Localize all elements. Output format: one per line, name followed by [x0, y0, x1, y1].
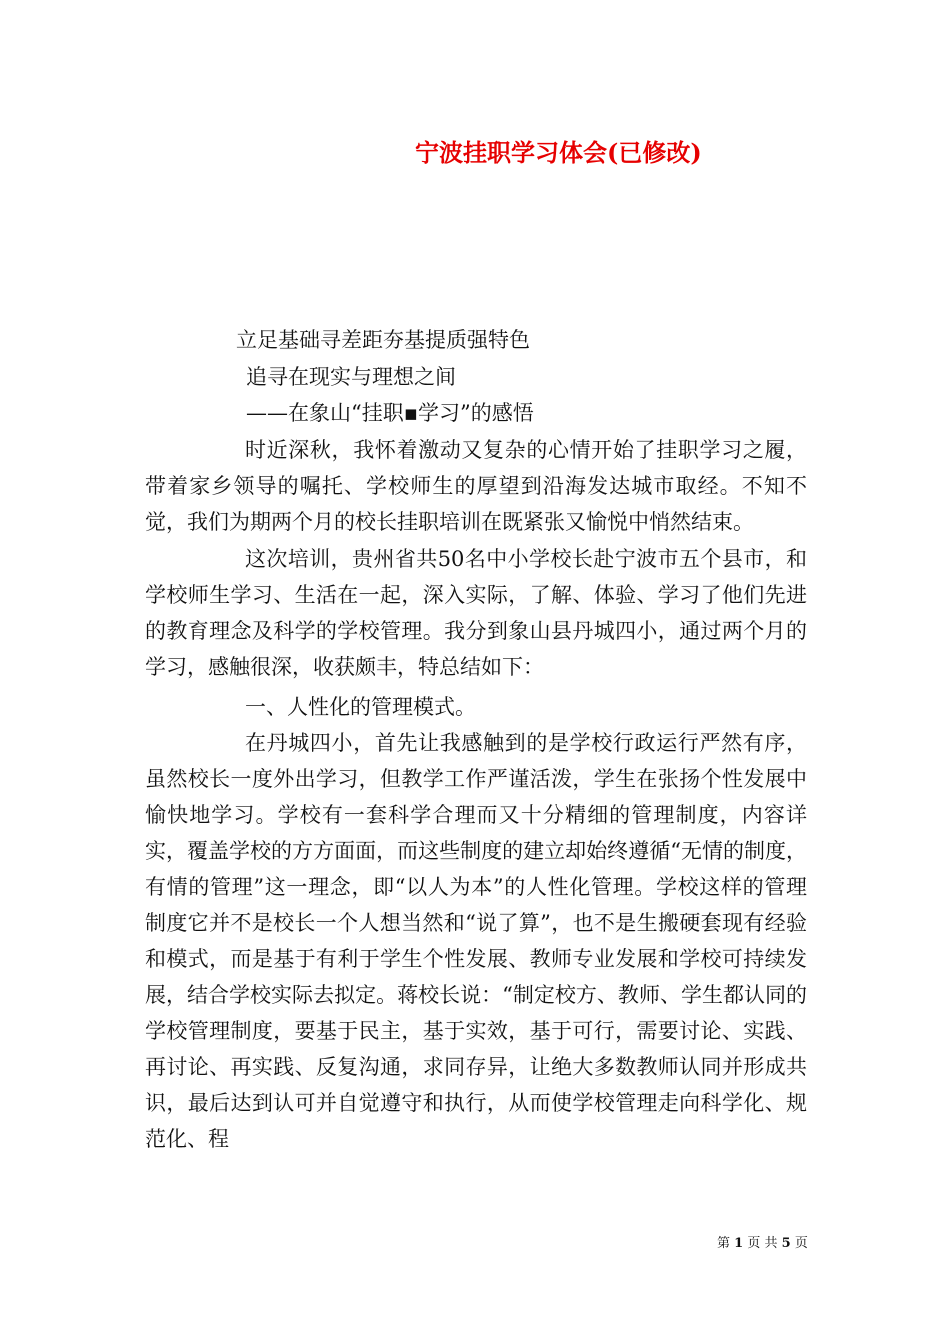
- subtitle-2: 追寻在现实与理想之间: [246, 365, 456, 389]
- page-footer: [717, 1232, 808, 1251]
- section-heading-1: 一、人性化的管理模式。: [245, 695, 476, 719]
- footer-prefix: 第: [717, 1236, 731, 1251]
- paragraph-training: 这次培训，贵州省共50名中小学校长赴宁波市五个县市，和学校师生学习、生活在一起，深入实际，了解、体验、学习了他们先进的教育理念及科学的学校管理。我分到象山县丹城四小，通过两个月的学习，感触很深，收获颇丰，特总结如下：: [145, 547, 807, 679]
- footer-current-page: 1: [734, 1236, 744, 1251]
- paragraph-management: 在丹城四小，首先让我感触到的是学校行政运行严然有序，虽然校长一度外出学习，但教学工作严谨活泼，学生在张扬个性发展中愉快地学习。学校有一套科学合理而又十分精细的管理制度，内容详实，覆盖学校的方方面面，而这些制度的建立却始终遵循“无情的制度，有情的管理”这一理念，即“以人为本”的人性化管理。学校这样的管理制度它并不是校长一个人想当然和“说了算”，也不是生搬硬套现有经验和模式，而是基于有利于学生个性发展、教师专业发展和学校可持续发展，结合学校实际去拟定。蒋校长说：“制定校方、教师、学生都认同的学校管理制度，要基于民主，基于实效，基于可行，需要讨论、实践、再讨论、再实践、反复沟通，求同存异，让绝大多数教师认同并形成共识，最后达到认可并自觉遵守和执行，从而使学校管理走向科学化、规范化、程: [145, 731, 807, 1151]
- footer-suffix: 页: [794, 1236, 808, 1251]
- footer-middle: 页 共: [747, 1236, 778, 1251]
- footer-total-pages: 5: [781, 1236, 791, 1251]
- subtitle-1: 立足基础寻差距夯基提质强特色: [236, 328, 530, 352]
- document-title: 宁波挂职学习体会(已修改): [415, 138, 702, 167]
- paragraph-intro: 时近深秋，我怀着激动又复杂的心情开始了挂职学习之履，带着家乡领导的嘱托、学校师生的厚望到沿海发达城市取经。不知不觉，我们为期两个月的校长挂职培训在既紧张又愉悦中悄然结束。: [145, 438, 807, 534]
- subtitle-3: ——在象山“挂职▪学习”的感悟: [246, 401, 534, 425]
